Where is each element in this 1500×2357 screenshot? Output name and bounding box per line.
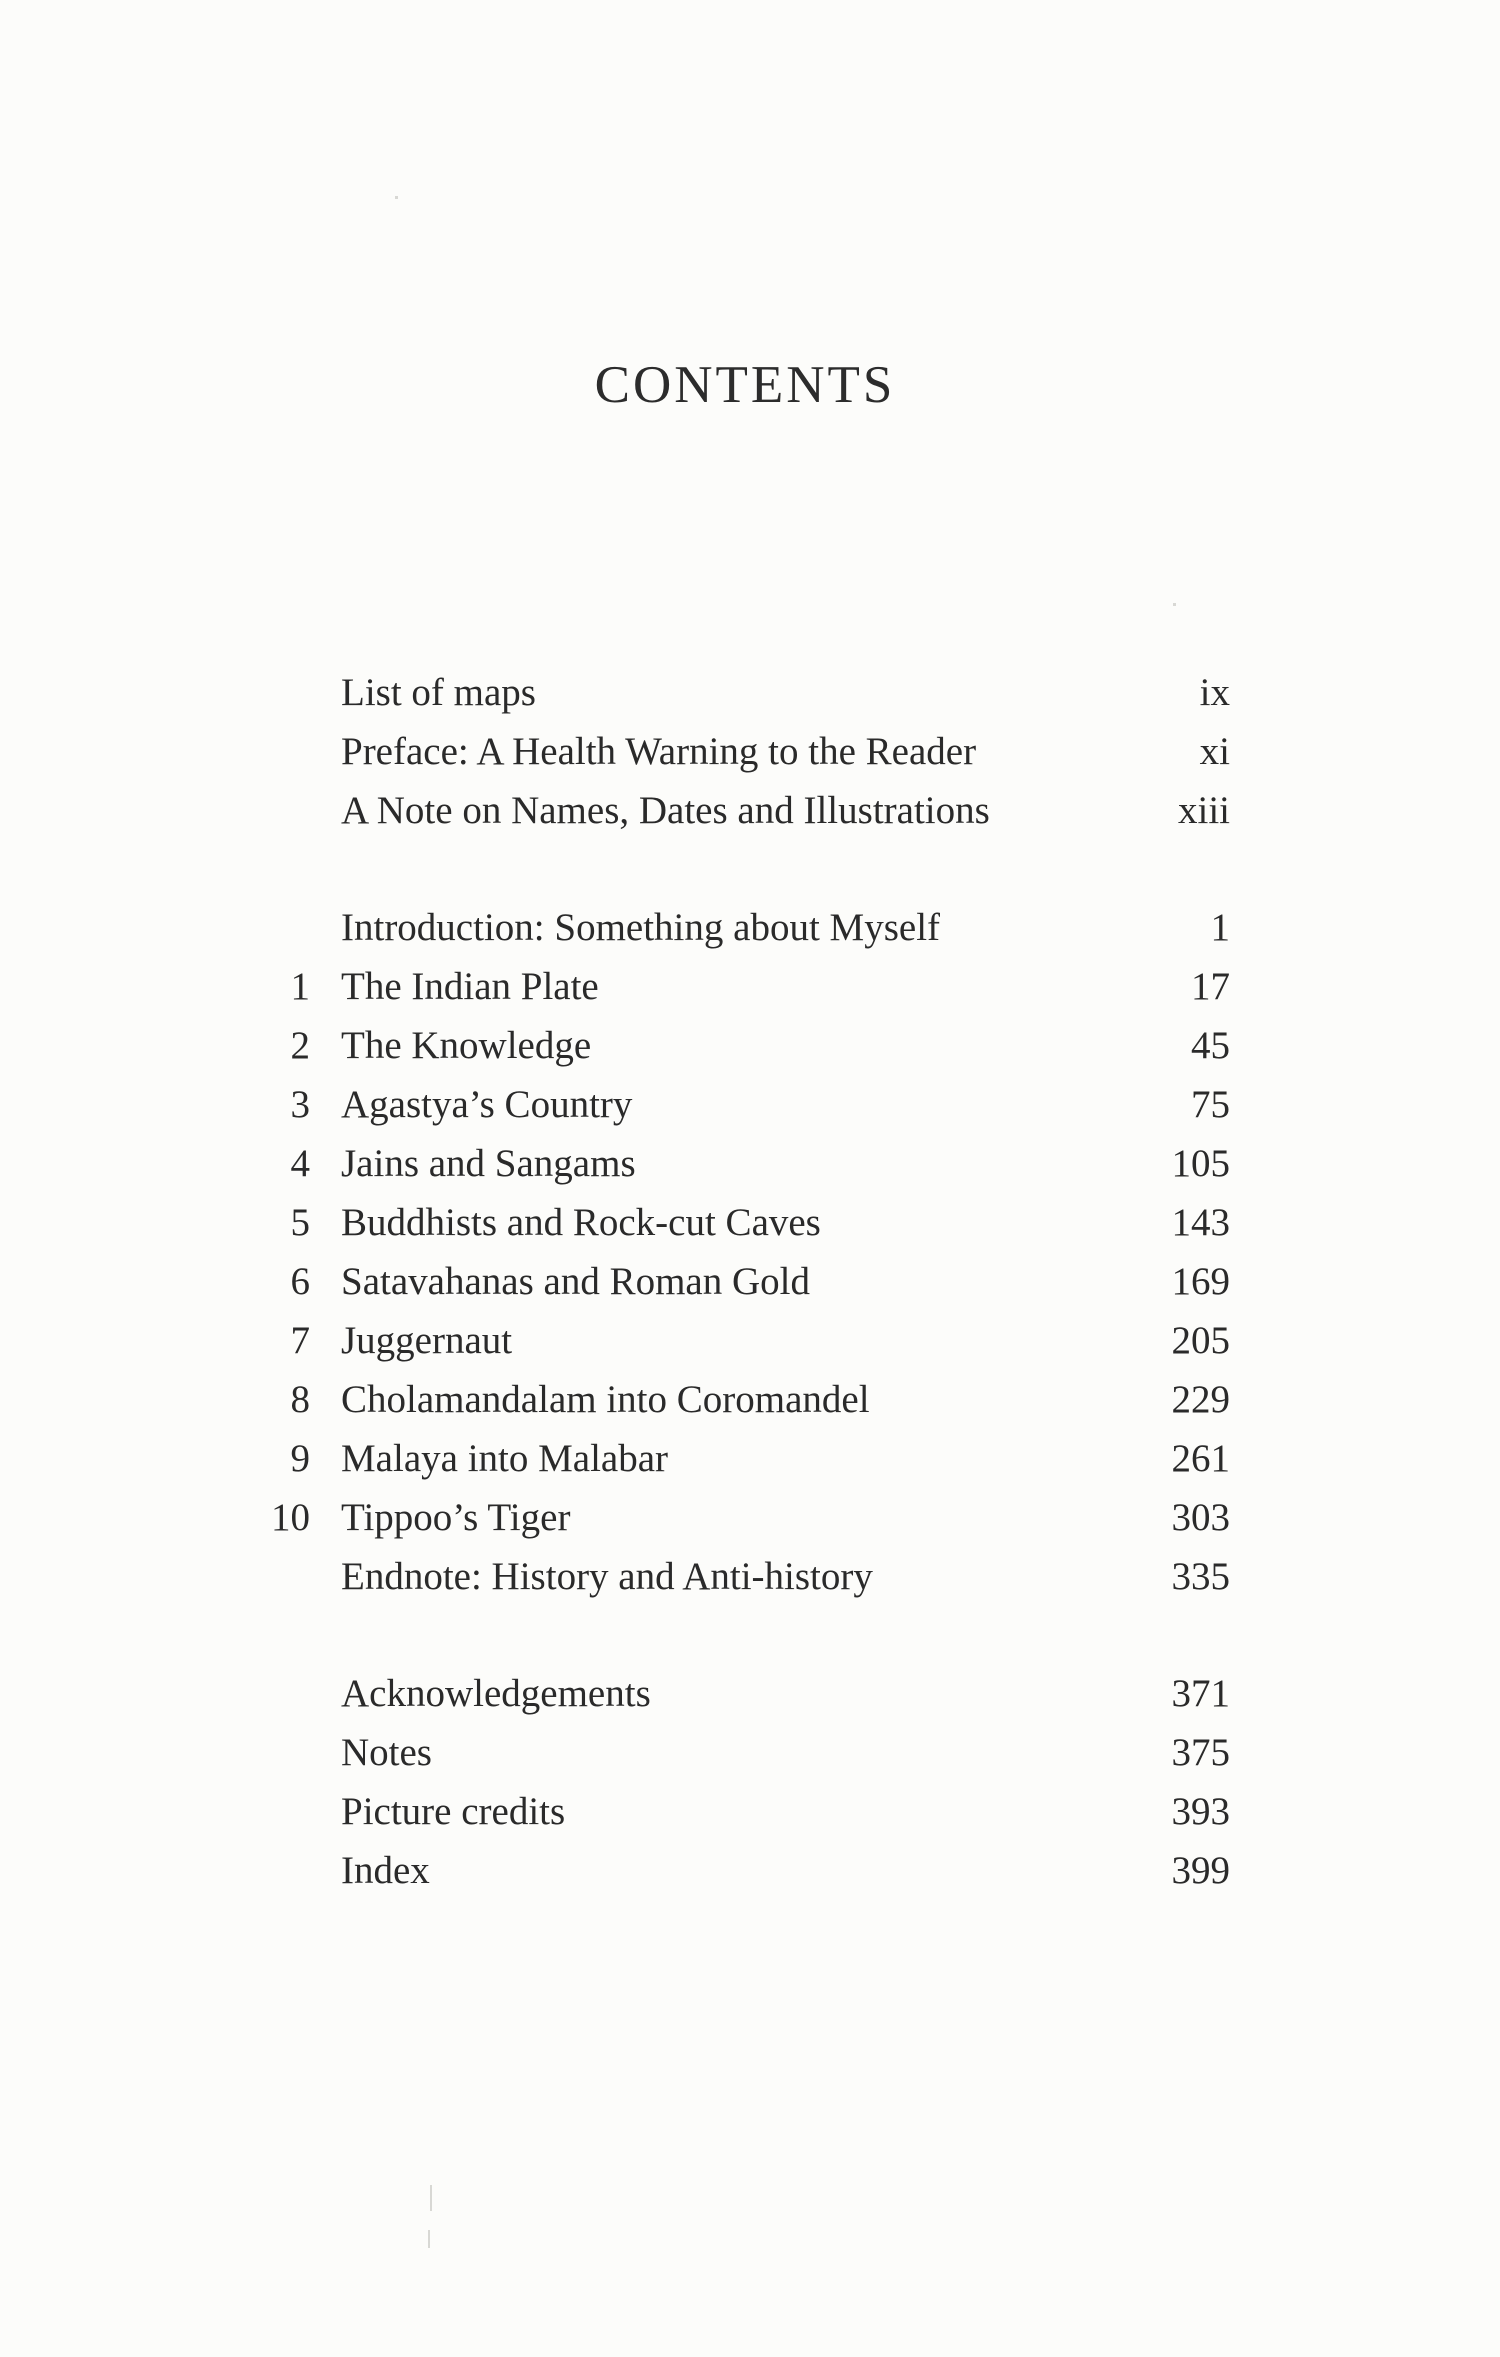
toc-entry-chapter-10[interactable] [0,1490,1500,1546]
toc-entry-page: xiii [1177,789,1230,832]
toc-entry-label: Picture credits [341,1790,566,1833]
toc-entry-page: 335 [1171,1555,1230,1598]
toc-entry-chapter-1[interactable] [0,959,1500,1015]
scan-mark [428,2230,430,2248]
toc-entry-label: Malaya into Malabar [341,1437,669,1480]
toc-entry-page: 371 [1171,1672,1230,1715]
toc-entry-label: The Knowledge [341,1024,592,1067]
toc-entry-label: Acknowledgements [341,1672,651,1715]
toc-entry-chapter-2[interactable] [0,1018,1500,1074]
toc-entry-number: 8 [290,1378,310,1421]
toc-entry-number: 10 [271,1496,310,1539]
toc-entry-page: 169 [1171,1260,1230,1303]
toc-entry-label: Index [341,1849,430,1892]
toc-entry-chapter-3[interactable] [0,1077,1500,1133]
toc-entry-page: 303 [1171,1496,1230,1539]
toc-entry-chapter-6[interactable] [0,1254,1500,1310]
toc-entry-chapter-8[interactable] [0,1372,1500,1428]
toc-entry-label: Introduction: Something about Myself [341,906,941,949]
scan-mark [395,196,398,199]
toc-entry-index[interactable] [0,1843,1500,1899]
toc-entry-number: 3 [290,1083,310,1126]
toc-entry-acknowledgements[interactable] [0,1666,1500,1722]
toc-entry-chapter-9[interactable] [0,1431,1500,1487]
toc-entry-number: 7 [290,1319,310,1362]
toc-entry-chapter-7[interactable] [0,1313,1500,1369]
toc-entry-page: ix [1199,671,1230,714]
toc-entry-label: List of maps [341,671,536,714]
page-title: CONTENTS [594,356,896,414]
toc-entry-preface[interactable] [0,724,1500,780]
toc-entry-number: 2 [290,1024,310,1067]
toc-entry-label: Preface: A Health Warning to the Reader [341,730,977,773]
toc-entry-number: 5 [290,1201,310,1244]
toc-entry-label: Agastya’s Country [341,1083,633,1126]
toc-entry-number: 9 [290,1437,310,1480]
toc-entry-chapter-4[interactable] [0,1136,1500,1192]
scan-mark [1173,603,1176,606]
toc-entry-label: A Note on Names, Dates and Illustrations [341,789,990,832]
toc-entry-number: 1 [290,965,310,1008]
scan-mark [430,2185,432,2211]
toc-entry-page: 75 [1191,1083,1230,1126]
toc-entry-label: The Indian Plate [341,965,599,1008]
toc-entry-page: xi [1199,730,1230,773]
toc-entry-number: 6 [290,1260,310,1303]
toc-entry-note-on-names[interactable] [0,783,1500,839]
toc-entry-introduction[interactable] [0,900,1500,956]
toc-entry-label: Jains and Sangams [341,1142,636,1185]
toc-entry-list-of-maps[interactable] [0,665,1500,721]
toc-entry-page: 17 [1191,965,1230,1008]
toc-entry-page: 375 [1171,1731,1230,1774]
toc-entry-page: 399 [1171,1849,1230,1892]
toc-entry-label: Cholamandalam into Coromandel [341,1378,870,1421]
toc-entry-label: Notes [341,1731,432,1774]
toc-entry-page: 143 [1171,1201,1230,1244]
toc-entry-page: 45 [1191,1024,1230,1067]
toc-entry-chapter-5[interactable] [0,1195,1500,1251]
toc-entry-page: 393 [1171,1790,1230,1833]
toc-entry-label: Tippoo’s Tiger [341,1496,571,1539]
toc-entry-page: 205 [1171,1319,1230,1362]
toc-entry-page: 261 [1171,1437,1230,1480]
toc-entry-page: 1 [1210,906,1230,949]
toc-entry-endnote[interactable] [0,1549,1500,1605]
toc-entry-label: Satavahanas and Roman Gold [341,1260,810,1303]
toc-entry-number: 4 [290,1142,310,1185]
toc-entry-page: 229 [1171,1378,1230,1421]
toc-entry-picture-credits[interactable] [0,1784,1500,1840]
toc-entry-label: Juggernaut [341,1319,513,1362]
toc-entry-label: Buddhists and Rock-cut Caves [341,1201,821,1244]
toc-entry-notes[interactable] [0,1725,1500,1781]
toc-entry-label: Endnote: History and Anti-history [341,1555,873,1598]
toc-entry-page: 105 [1171,1142,1230,1185]
